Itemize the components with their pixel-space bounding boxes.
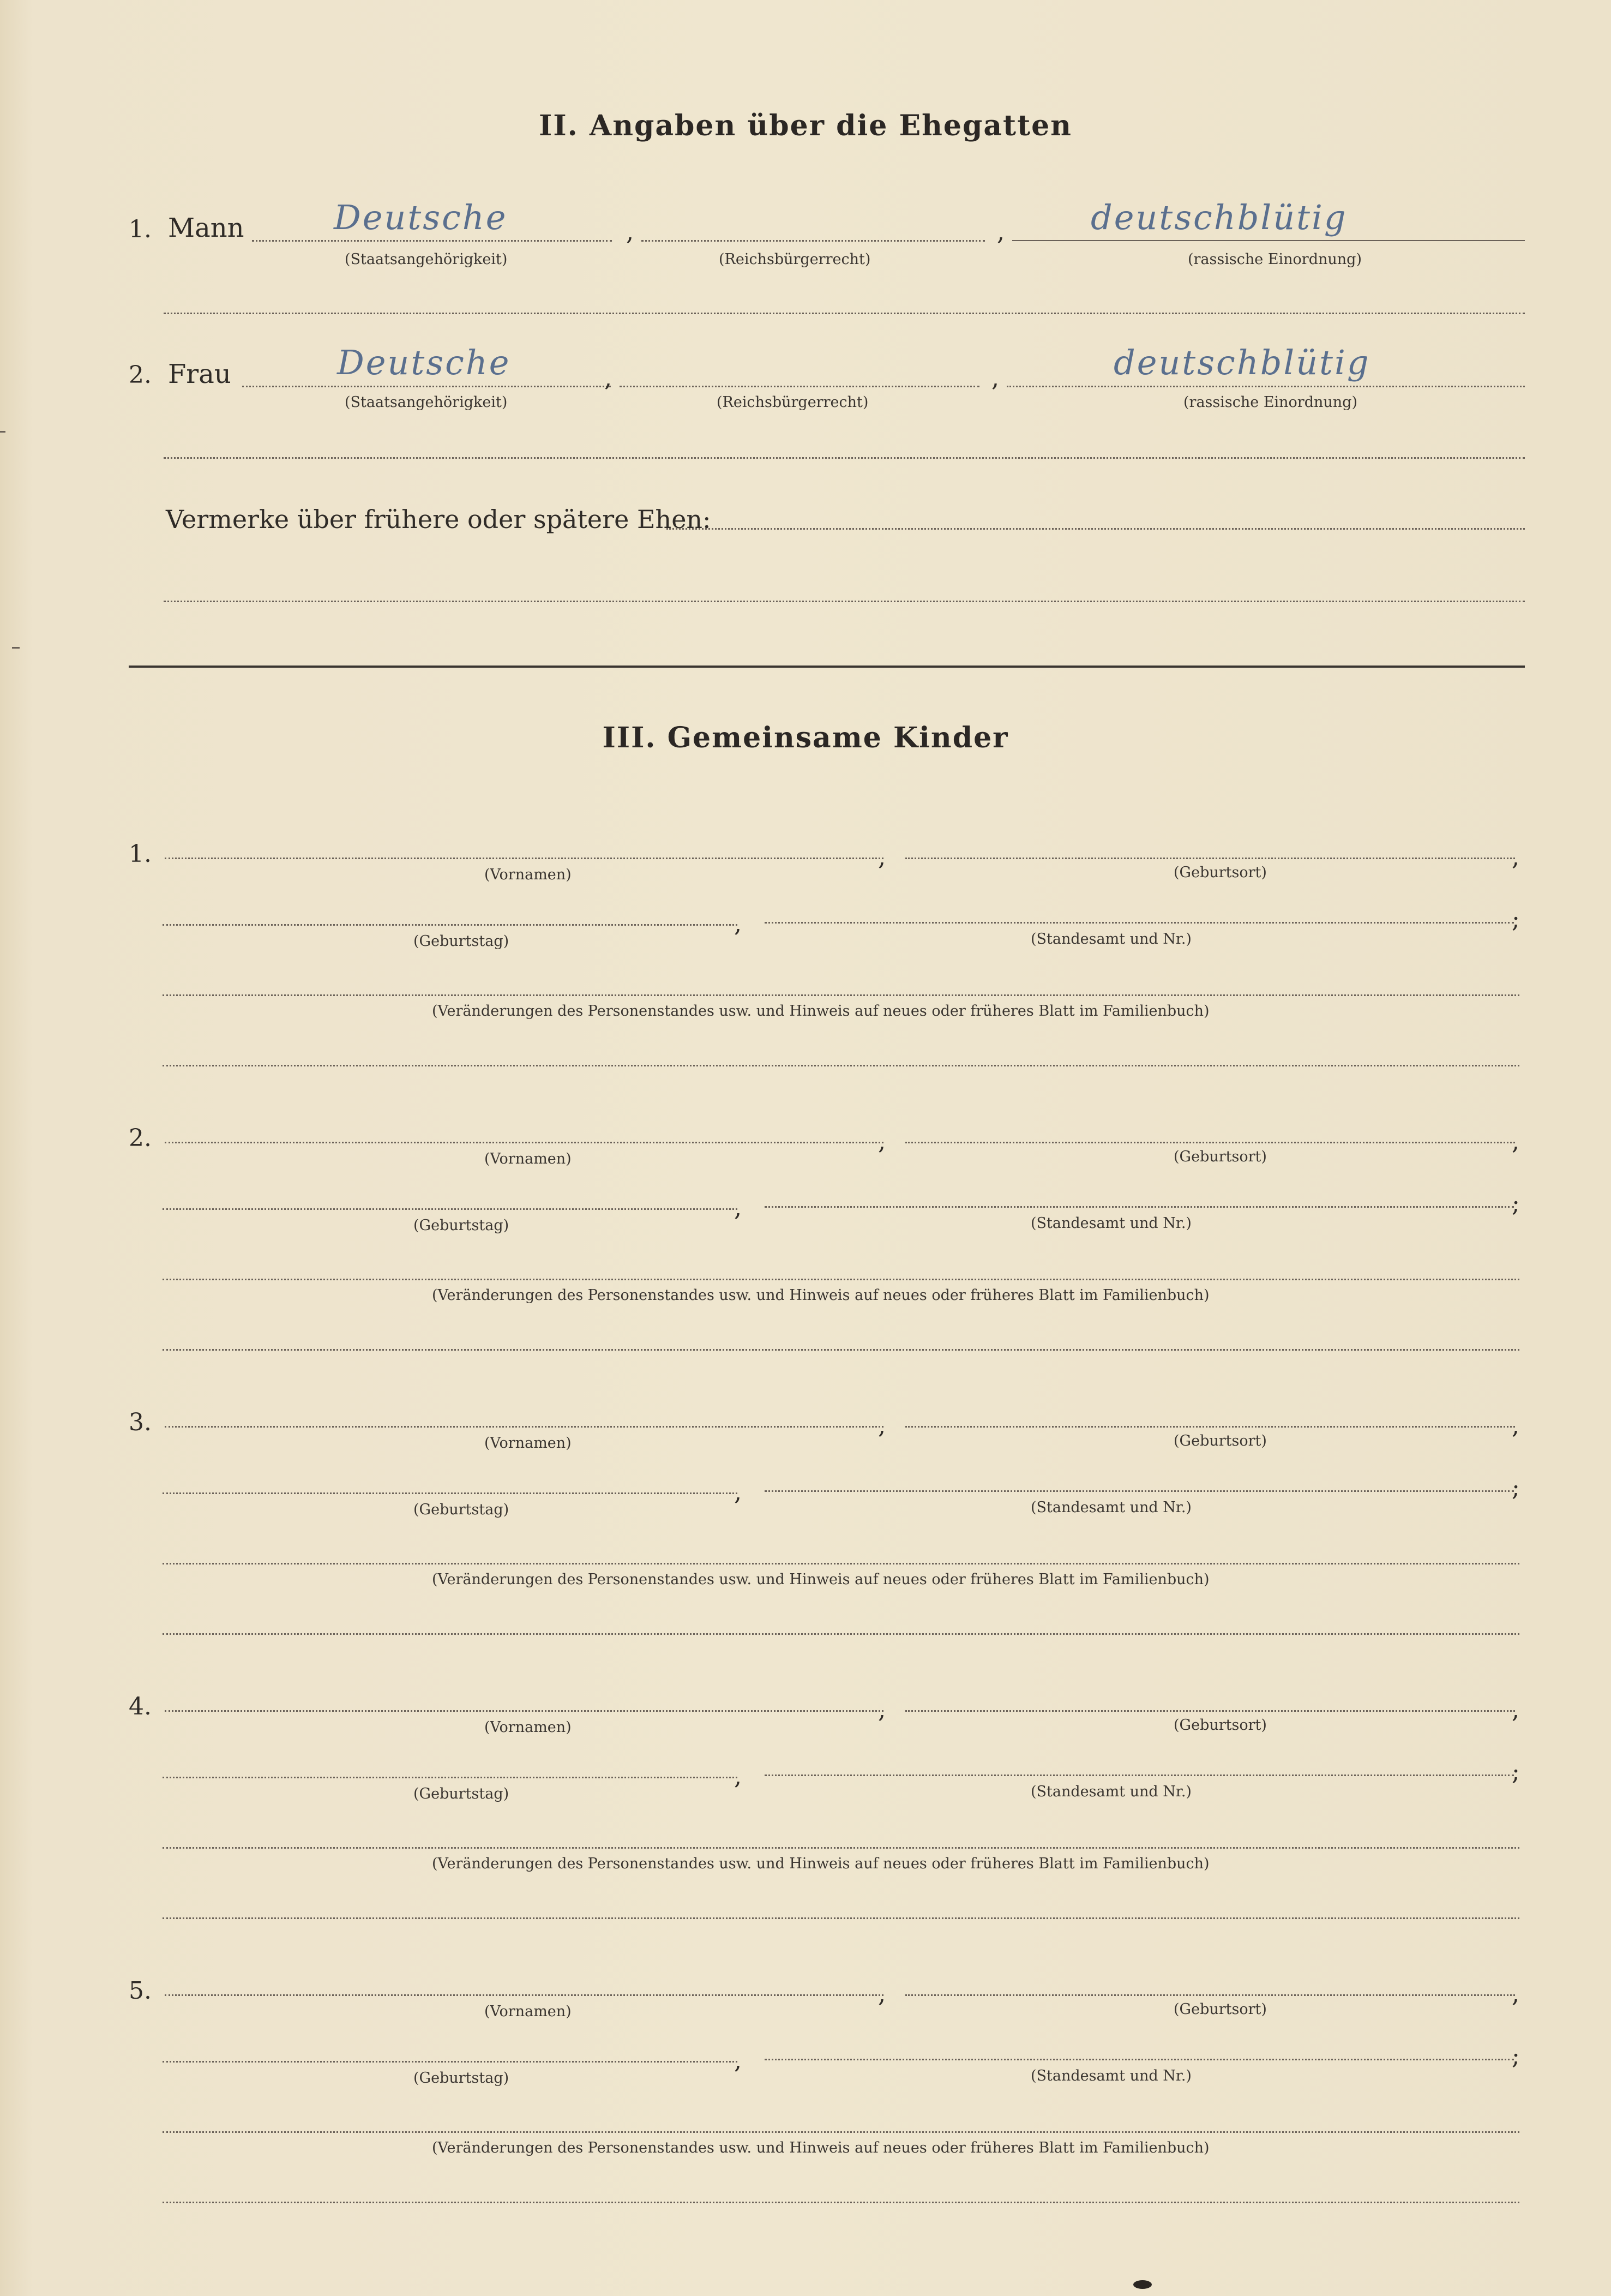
child-comma-1: ,: [878, 1128, 886, 1155]
frau-reichsbuergerrecht-line[interactable]: [620, 386, 979, 387]
mann-number: 1.: [129, 215, 152, 243]
child-comma-3: ,: [734, 1763, 742, 1790]
child-number: 2.: [129, 1124, 152, 1152]
child-vornamen-line[interactable]: [165, 1994, 883, 1996]
child-number: 5.: [129, 1977, 152, 2005]
vermerke-line-2[interactable]: [164, 601, 1525, 602]
vermerke-line-1[interactable]: [666, 528, 1525, 530]
child-caption-standesamt: (Standesamt und Nr.): [1031, 2067, 1192, 2084]
frau-comma-1: ,: [604, 364, 612, 392]
child-caption-geburtsort: (Geburtsort): [1174, 864, 1267, 881]
child-geburtsort-line[interactable]: [905, 1142, 1515, 1143]
child-caption-vornamen: (Vornamen): [484, 2003, 572, 2020]
child-caption-geburtstag: (Geburtstag): [413, 933, 509, 950]
child-caption-geburtstag: (Geburtstag): [413, 2070, 509, 2087]
child-caption-standesamt: (Standesamt und Nr.): [1031, 931, 1192, 948]
ink-spot: [1133, 2280, 1152, 2289]
child-semicolon: ;: [1512, 1758, 1520, 1786]
child-semicolon: ;: [1512, 906, 1520, 933]
child-semicolon: ;: [1512, 1190, 1520, 1218]
mann-caption-rassische-einordnung: (rassische Einordnung): [1188, 251, 1362, 268]
mann-staatsangehoerigkeit-value: Deutsche: [334, 197, 508, 237]
child-caption-standesamt: (Standesamt und Nr.): [1031, 1499, 1192, 1516]
child-comma-2: ,: [1512, 1128, 1519, 1155]
child-veraenderungen-line[interactable]: [163, 994, 1519, 996]
child-extra-line[interactable]: [163, 1917, 1519, 1919]
margin-mark: [12, 647, 20, 649]
child-geburtsort-line[interactable]: [905, 1710, 1515, 1712]
child-caption-veraenderungen: (Veränderungen des Personenstandes usw. und Hinweis auf neues oder früheres Blatt im Familienbuch): [432, 1571, 1210, 1588]
child-caption-vornamen: (Vornamen): [484, 1150, 572, 1167]
frau-staatsangehoerigkeit-line[interactable]: [242, 386, 611, 387]
child-standesamt-line[interactable]: [765, 1775, 1514, 1776]
child-comma-3: ,: [734, 2047, 742, 2075]
child-number: 1.: [129, 840, 152, 868]
child-geburtstag-line[interactable]: [163, 924, 737, 926]
child-comma-3: ,: [734, 1194, 742, 1222]
frau-caption-rassische-einordnung: (rassische Einordnung): [1183, 394, 1357, 411]
section-divider: [129, 666, 1525, 668]
child-caption-veraenderungen: (Veränderungen des Personenstandes usw. und Hinweis auf neues oder früheres Blatt im Familienbuch): [432, 1003, 1210, 1020]
mann-staatsangehoerigkeit-line[interactable]: [252, 240, 612, 242]
vermerke-label: Vermerke über frühere oder spätere Ehen:: [166, 505, 711, 534]
child-caption-vornamen: (Vornamen): [484, 1435, 572, 1452]
child-veraenderungen-line[interactable]: [163, 1279, 1519, 1280]
child-standesamt-line[interactable]: [765, 1206, 1514, 1208]
child-semicolon: ;: [1512, 1474, 1520, 1502]
child-number: 4.: [129, 1693, 152, 1720]
child-veraenderungen-line[interactable]: [163, 1563, 1519, 1564]
child-caption-geburtstag: (Geburtstag): [413, 1501, 509, 1518]
mann-label: Mann: [168, 213, 244, 243]
frau-rassische-einordnung-value: deutschblütig: [1114, 343, 1370, 382]
margin-mark: [0, 431, 5, 433]
child-vornamen-line[interactable]: [165, 1426, 883, 1428]
child-comma-1: ,: [878, 1980, 886, 2008]
child-comma-2: ,: [1512, 1980, 1519, 2008]
child-number: 3.: [129, 1408, 152, 1436]
child-comma-1: ,: [878, 1696, 886, 1724]
child-caption-geburtstag: (Geburtstag): [413, 1217, 509, 1234]
frau-label: Frau: [168, 359, 231, 389]
child-vornamen-line[interactable]: [165, 1710, 883, 1712]
child-extra-line[interactable]: [163, 1065, 1519, 1066]
frau-rassische-einordnung-line[interactable]: [1007, 386, 1525, 387]
frau-caption-staatsangehoerigkeit: (Staatsangehörigkeit): [345, 394, 508, 411]
mann-comma-2: ,: [997, 218, 1005, 246]
child-comma-1: ,: [878, 1412, 886, 1440]
frau-caption-reichsbuergerrecht: (Reichsbürgerrecht): [717, 394, 869, 411]
child-extra-line[interactable]: [163, 1349, 1519, 1351]
child-extra-line[interactable]: [163, 1633, 1519, 1635]
mann-rassische-einordnung-line[interactable]: [1012, 240, 1525, 241]
child-standesamt-line[interactable]: [765, 922, 1514, 924]
child-comma-3: ,: [734, 910, 742, 938]
frau-staatsangehoerigkeit-value: Deutsche: [337, 343, 511, 382]
child-geburtsort-line[interactable]: [905, 858, 1515, 859]
child-standesamt-line[interactable]: [765, 2059, 1514, 2060]
mann-extra-line[interactable]: [164, 313, 1525, 314]
mann-caption-staatsangehoerigkeit: (Staatsangehörigkeit): [345, 251, 508, 268]
section-3-title: III. Gemeinsame Kinder: [602, 721, 1009, 754]
frau-comma-2: ,: [991, 364, 999, 392]
section-2-title: II. Angaben über die Ehegatten: [539, 109, 1072, 142]
child-caption-geburtsort: (Geburtsort): [1174, 1148, 1267, 1165]
child-comma-1: ,: [878, 843, 886, 871]
child-vornamen-line[interactable]: [165, 858, 883, 859]
mann-reichsbuergerrecht-line[interactable]: [641, 240, 985, 242]
mann-comma-1: ,: [626, 218, 634, 246]
child-comma-2: ,: [1512, 1696, 1519, 1724]
child-comma-2: ,: [1512, 843, 1519, 871]
frau-extra-line[interactable]: [164, 457, 1525, 459]
child-caption-standesamt: (Standesamt und Nr.): [1031, 1783, 1192, 1800]
child-semicolon: ;: [1512, 2042, 1520, 2070]
child-comma-3: ,: [734, 1478, 742, 1506]
child-geburtsort-line[interactable]: [905, 1426, 1515, 1428]
child-geburtstag-line[interactable]: [163, 1208, 737, 1210]
child-caption-geburtsort: (Geburtsort): [1174, 2001, 1267, 2018]
child-vornamen-line[interactable]: [165, 1142, 883, 1143]
mann-caption-reichsbuergerrecht: (Reichsbürgerrecht): [719, 251, 871, 268]
child-geburtstag-line[interactable]: [163, 1777, 737, 1778]
mann-rassische-einordnung-value: deutschblütig: [1091, 197, 1348, 237]
child-geburtsort-line[interactable]: [905, 1994, 1515, 1996]
child-caption-geburtsort: (Geburtsort): [1174, 1432, 1267, 1449]
child-caption-vornamen: (Vornamen): [484, 1719, 572, 1736]
child-veraenderungen-line[interactable]: [163, 2131, 1519, 2133]
child-geburtstag-line[interactable]: [163, 2061, 737, 2063]
child-extra-line[interactable]: [163, 2202, 1519, 2203]
child-caption-geburtsort: (Geburtsort): [1174, 1717, 1267, 1734]
child-veraenderungen-line[interactable]: [163, 1847, 1519, 1849]
child-caption-vornamen: (Vornamen): [484, 866, 572, 883]
child-caption-standesamt: (Standesamt und Nr.): [1031, 1215, 1192, 1232]
child-caption-veraenderungen: (Veränderungen des Personenstandes usw. und Hinweis auf neues oder früheres Blatt im Familienbuch): [432, 1287, 1210, 1304]
child-comma-2: ,: [1512, 1412, 1519, 1440]
child-caption-geburtstag: (Geburtstag): [413, 1785, 509, 1802]
child-geburtstag-line[interactable]: [163, 1492, 737, 1494]
child-caption-veraenderungen: (Veränderungen des Personenstandes usw. und Hinweis auf neues oder früheres Blatt im Familienbuch): [432, 2139, 1210, 2156]
frau-number: 2.: [129, 361, 152, 389]
child-caption-veraenderungen: (Veränderungen des Personenstandes usw. und Hinweis auf neues oder früheres Blatt im Familienbuch): [432, 1855, 1210, 1872]
child-standesamt-line[interactable]: [765, 1490, 1514, 1492]
